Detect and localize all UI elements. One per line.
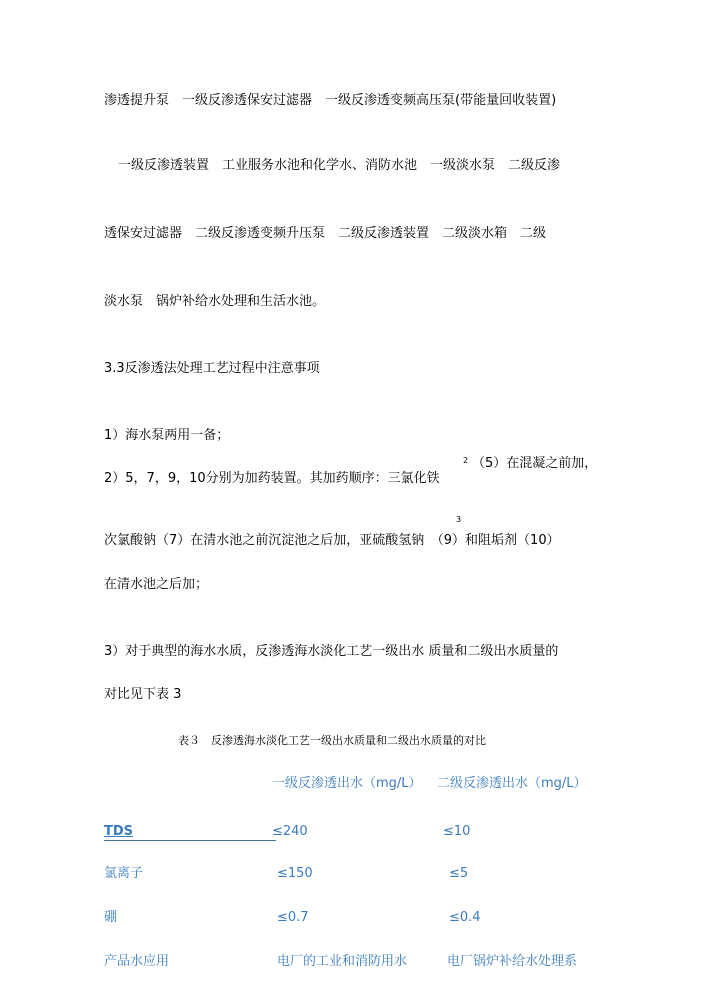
table-header-first-stage: 一级反渗透出水（mg/L） xyxy=(272,776,422,791)
list-item-1: 1）海水泵两用一备； xyxy=(104,428,230,443)
table-row-name-boron: 硼 xyxy=(104,910,118,925)
table-cell-chloride-first: ≤150 xyxy=(277,866,313,881)
paragraph-line-4: 淡水泵 锅炉补给水处理和生活水池。 xyxy=(104,294,326,309)
superscript-3: 3 xyxy=(456,515,462,524)
superscript-2: 2 xyxy=(463,456,469,465)
table-cell-application-first: 电厂的工业和消防用水 xyxy=(277,954,408,969)
row-underline xyxy=(104,840,276,841)
table-caption: 表３ 反渗透海水淡化工艺一级出水质量和二级出水质量的对比 xyxy=(178,734,486,747)
table-row-name-chloride: 氯离子 xyxy=(104,866,144,881)
table-cell-boron-first: ≤0.7 xyxy=(277,910,309,925)
table-cell-tds-first: ≤240 xyxy=(272,824,308,839)
list-item-2-line-3: 在清水池之后加； xyxy=(104,577,209,592)
list-item-2-line-2: 次氯酸钠（7）在清水池之前沉淀池之后加，亚硫酸氢钠 （9）和阻垢剂（10） xyxy=(104,533,560,548)
list-item-2-line-1-tail: （5）在混凝之前加， xyxy=(472,456,598,471)
table-row-name-application: 产品水应用 xyxy=(104,954,170,969)
list-item-3-line-2: 对比见下表 3 xyxy=(104,687,182,702)
table-header-second-stage: 二级反渗透出水（mg/L） xyxy=(437,776,587,791)
section-heading: 3.3反渗透法处理工艺过程中注意事项 xyxy=(104,361,320,376)
paragraph-line-2: 一级反渗透装置 工业服务水池和化学水、消防水池 一级淡水泵 二级反渗 xyxy=(118,158,561,173)
table-cell-tds-second: ≤10 xyxy=(443,824,471,839)
table-cell-application-second: 电厂锅炉补给水处理系 xyxy=(447,954,578,969)
list-item-3-line-1: 3）对于典型的海水水质，反渗透海水淡化工艺一级出水 质量和二级出水质量的 xyxy=(104,644,559,659)
table-cell-chloride-second: ≤5 xyxy=(449,866,469,881)
paragraph-line-1: 渗透提升泵 一级反渗透保安过滤器 一级反渗透变频高压泵(带能量回收装置) xyxy=(104,93,557,108)
list-item-2-line-1: 2）5，7，9，10分别为加药装置。其加药顺序：三氯化铁 xyxy=(104,471,440,486)
table-cell-boron-second: ≤0.4 xyxy=(449,910,481,925)
paragraph-line-3: 透保安过滤器 二级反渗透变频升压泵 二级反渗透装置 二级淡水箱 二级 xyxy=(104,226,547,241)
table-row-name-tds: TDS xyxy=(104,824,134,839)
